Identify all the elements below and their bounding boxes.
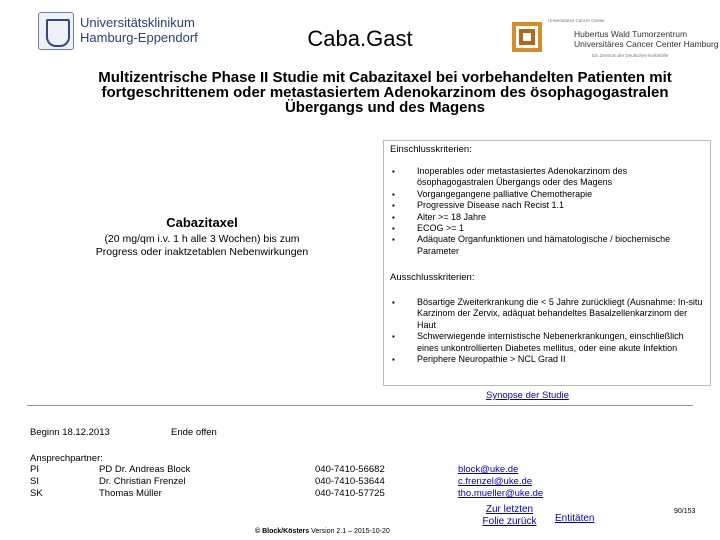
contact-phone: 040-7410-53644	[315, 476, 385, 487]
tumor-center-mark-icon	[512, 22, 542, 52]
list-item: ▪ Bösartige Zweiterkrankung die < 5 Jahre zurückliegt (Ausnahme: In-situ Karzinom der Zervix, adäquat behandeltes Basalzellenkarzinom der Haut	[384, 297, 704, 331]
copyright-authors: © Block/Kösters	[255, 528, 310, 535]
inclusion-list	[384, 166, 704, 257]
drug-dosage: (20 mg/qm i.v. 1 h alle 3 Wochen) bis zum Progress oder inaktzetablen Nebenwirkungen	[95, 233, 309, 258]
uke-logo	[38, 12, 196, 50]
tumor-center-logo	[512, 14, 719, 60]
list-item: ▪ Inoperables oder metastasiertes Adenokarzinom des ösophagogastralen Übergangs oder des Magens	[384, 166, 704, 189]
contact-email-link[interactable]: c.frenzel@uke.de	[458, 476, 533, 487]
drug-name: Cabazitaxel	[166, 215, 238, 230]
contact-role: SK	[30, 488, 43, 499]
tumor-center-name-line2: Universitäres Cancer Center Hamburg	[574, 39, 719, 49]
tumor-center-name	[574, 29, 719, 49]
page-number: 90/153	[674, 508, 696, 515]
contact-name: Thomas Müller	[99, 488, 162, 499]
university-name	[80, 15, 198, 45]
divider	[27, 405, 693, 406]
list-item: ▪ Alter >= 18 Jahre	[384, 212, 704, 223]
tumor-center-name-line1: Hubertus Wald Tumorzentrum	[574, 29, 688, 39]
list-item: ▪ Vorgangegangene palliative Chemotherapie	[384, 189, 704, 200]
contact-phone: 040-7410-56682	[315, 464, 385, 475]
university-name-line2: Hamburg-Eppendorf	[80, 30, 198, 45]
list-item: ▪ Schwerwiegende internistische Nebenerkrankungen, einschließlich eines unkontrollierten Diabetes mellitus, oder eine akute Infektion	[384, 331, 704, 354]
criteria-panel	[383, 140, 711, 386]
contact-role: PI	[30, 464, 39, 475]
contact-email-link[interactable]: tho.mueller@uke.de	[458, 488, 544, 499]
list-item: ▪ Periphere Neuropathie > NCL Grad II	[384, 354, 704, 365]
contacts-heading: Ansprechpartner:	[30, 453, 103, 464]
list-item: ▪ Adäquate Organfunktionen und hämatologische / biochemische Parameter	[384, 234, 704, 257]
back-to-last-slide-link[interactable]: Zur letzten Folie zurück	[482, 504, 537, 527]
contact-name: PD Dr. Andreas Block	[99, 464, 191, 475]
exclusion-heading: Ausschlusskriterien:	[390, 272, 475, 283]
contact-name: Dr. Christian Frenzel	[99, 476, 186, 487]
inclusion-heading: Einschlusskriterien:	[390, 144, 472, 155]
contact-phone: 040-7410-57725	[315, 488, 385, 499]
entities-link[interactable]: Entitäten	[555, 513, 595, 524]
university-name-line1: Universitätsklinikum	[80, 15, 195, 30]
synopsis-link[interactable]: Synopse der Studie	[486, 390, 569, 401]
study-end: Ende offen	[171, 427, 217, 438]
tumor-center-tag: Universitäres Cancer Center	[548, 18, 605, 23]
tumor-center-subline: Ein Zentrum der Deutschen Krebshilfe	[592, 53, 669, 58]
study-begin: Beginn 18.12.2013	[30, 427, 110, 438]
university-seal-icon	[38, 12, 74, 50]
copyright	[255, 528, 390, 535]
copyright-version: Version 2.1 – 2015-10-20	[309, 528, 390, 535]
drug-info	[91, 211, 313, 275]
app-title: Caba.Gast	[307, 26, 413, 51]
list-item: ▪ ECOG >= 1	[384, 223, 704, 234]
exclusion-list	[384, 297, 704, 365]
list-item: ▪ Progressive Disease nach Recist 1.1	[384, 200, 704, 211]
study-title: Multizentrische Phase II Studie mit Cabazitaxel bei vorbehandelten Patienten mit fortgeschrittenem oder metastasiertem Adenokarzinom des ösophagogastralen Übergangs und des Magens	[98, 69, 672, 116]
contact-email-link[interactable]: block@uke.de	[458, 464, 519, 475]
contact-role: SI	[30, 476, 39, 487]
